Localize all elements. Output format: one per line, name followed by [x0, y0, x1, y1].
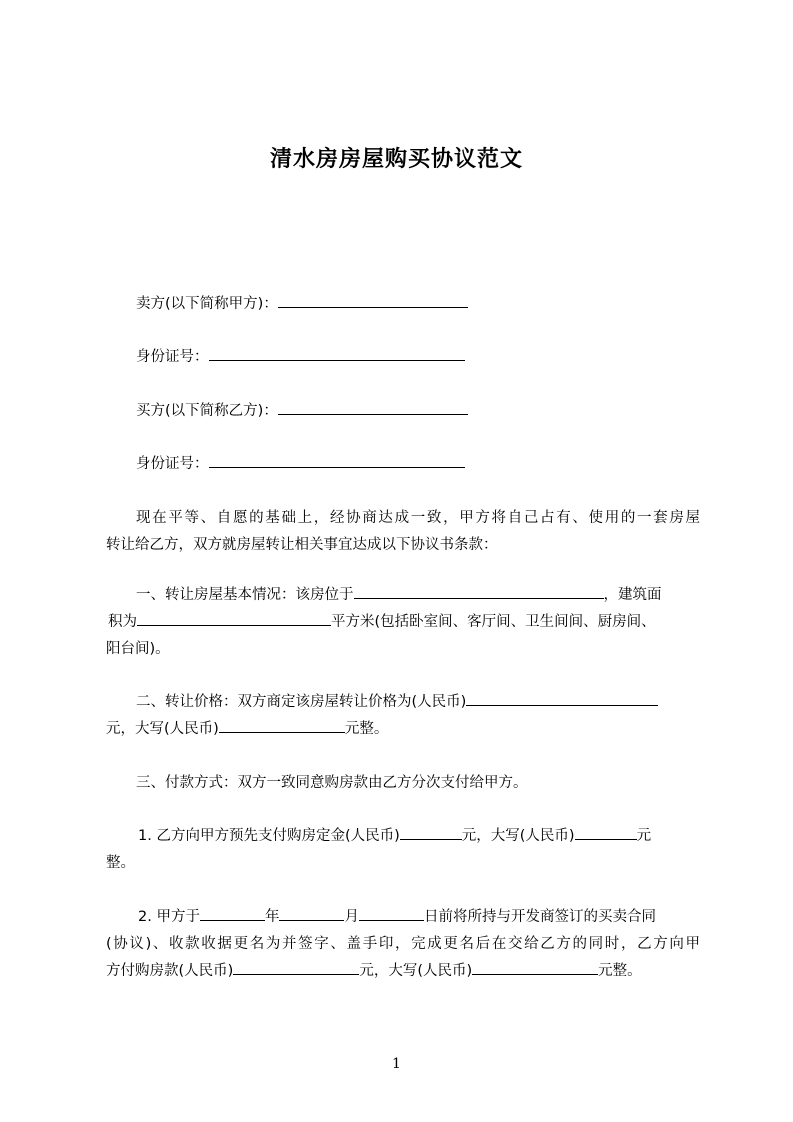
clause-1-line-2 [108, 610, 656, 631]
clause-3-heading: 三、付款方式：双方一致同意购房款由乙方分次支付给甲方。 [136, 775, 528, 791]
clause-3-item-1-line-1 [138, 824, 651, 845]
payment-blank[interactable] [233, 959, 359, 975]
buyer-id-label: 身份证号： [136, 456, 209, 473]
item-2-text-b: 年 [264, 909, 280, 926]
clause-1-text-b: ，建筑面 [603, 587, 662, 604]
clause-2-text-c: 元整。 [344, 721, 389, 738]
clause-2-text-b: 元，大写(人民币) [106, 721, 219, 738]
intro-line-1: 现在平等、自愿的基础上，经协商达成一致，甲方将自己占有、使用的一套房屋 [136, 510, 700, 526]
buyer-field [136, 399, 468, 420]
buyer-id-blank[interactable] [209, 452, 465, 468]
item-1-text-b: 元，大写(人民币) [461, 828, 575, 845]
clause-3-item-2-line-2: (协议)、收款收据更名为并签字、盖手印，完成更名后在交给乙方的同时，乙方向甲 [106, 936, 700, 952]
deposit-blank[interactable] [400, 824, 462, 840]
item-2-text-a: 2. 甲方于 [138, 909, 200, 926]
clause-1-text-c: 积为 [108, 614, 137, 631]
clause-2-line-1 [136, 690, 658, 711]
clause-3-item-1-line-2: 整。 [106, 855, 135, 871]
buyer-label: 买方(以下简称乙方)： [136, 403, 278, 420]
clause-2-line-2 [106, 717, 388, 738]
item-2-text-f: 方付购房款(人民币) [106, 963, 234, 980]
item-2-text-g: 元，大写(人民币) [359, 963, 473, 980]
clause-3-item-2-line-3 [106, 959, 642, 980]
seller-id-blank[interactable] [209, 345, 465, 361]
price-blank[interactable] [466, 690, 658, 706]
item-1-text-c: 元 [636, 828, 652, 845]
page-title: 清水房房屋购买协议范文 [269, 147, 523, 172]
clause-2-text-a: 二、转让价格：双方商定该房屋转让价格为(人民币) [136, 694, 467, 711]
clause-1-line-1 [136, 583, 662, 604]
seller-label: 卖方(以下简称甲方)： [136, 296, 278, 313]
price-words-blank[interactable] [219, 717, 345, 733]
seller-id-label: 身份证号： [136, 349, 209, 366]
seller-field [136, 292, 468, 313]
clause-1-line-3: 阳台间)。 [106, 641, 170, 657]
year-blank[interactable] [200, 905, 265, 921]
clause-1-text-a: 一、转让房屋基本情况：该房位于 [136, 587, 354, 604]
item-2-text-c: 月 [344, 909, 359, 926]
intro-line-2: 转让给乙方，双方就房屋转让相关事宜达成以下协议书条款： [106, 537, 498, 553]
seller-blank[interactable] [278, 292, 468, 308]
item-2-text-h: 元整。 [598, 963, 642, 980]
deposit-words-blank[interactable] [575, 824, 637, 840]
item-1-text-a: 1. 乙方向甲方预先支付购房定金(人民币) [138, 828, 400, 845]
location-blank[interactable] [354, 583, 604, 599]
buyer-blank[interactable] [278, 399, 468, 415]
page-number: 1 [392, 1056, 401, 1072]
buyer-id-field [136, 452, 465, 473]
clause-1-text-d: 平方米(包括卧室间、客厅间、卫生间间、厨房间、 [331, 614, 656, 631]
seller-id-field [136, 345, 465, 366]
payment-words-blank[interactable] [472, 959, 598, 975]
day-blank[interactable] [359, 905, 424, 921]
item-2-text-d: 日前将所持与开发商签订的买卖合同 [423, 909, 656, 926]
clause-3-item-2-line-1 [138, 905, 656, 926]
month-blank[interactable] [279, 905, 344, 921]
area-blank[interactable] [137, 610, 331, 626]
